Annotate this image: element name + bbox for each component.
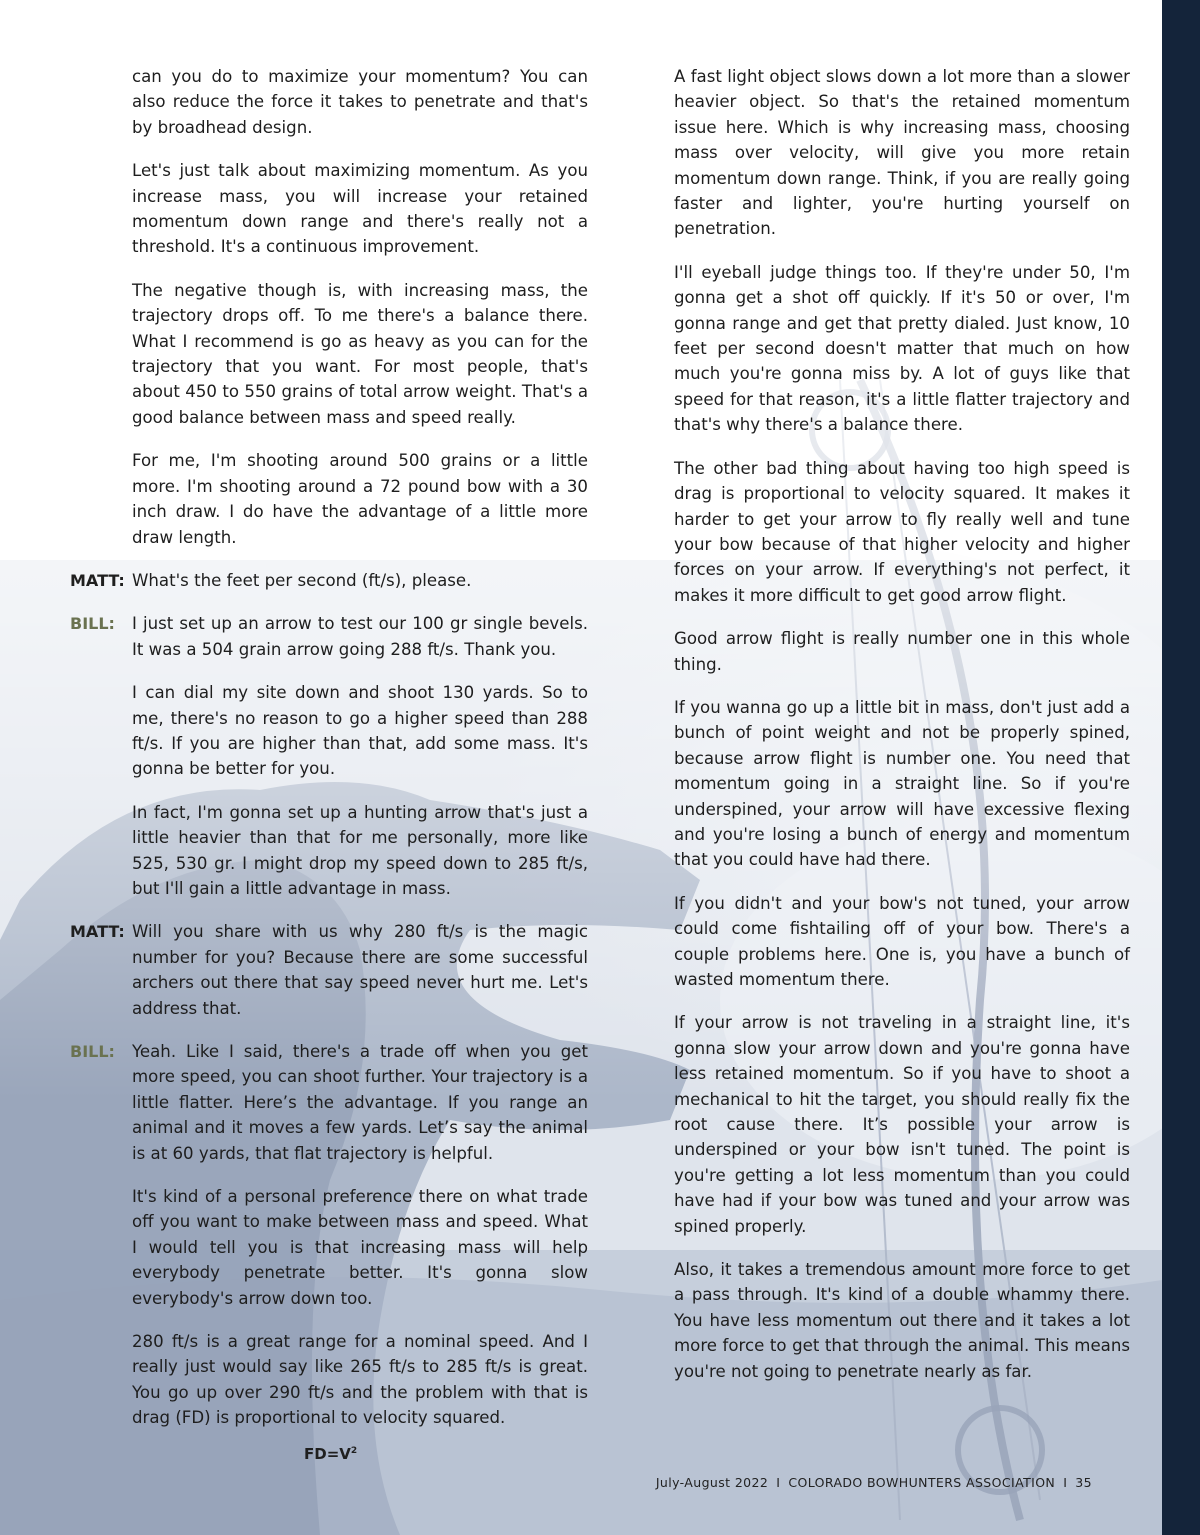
speaker-label-matt: MATT: [70, 570, 125, 590]
speaker-label-matt: MATT: [70, 922, 125, 942]
paragraph: For me, I'm shooting around 500 grains or a little more. I'm shooting around a 72 pound bow with a 30 inch draw. I do have the advantage of a little more draw length. [132, 451, 588, 547]
drag-formula [304, 1445, 588, 1463]
paragraph: I'll eyeball judge things too. If they're under 50, I'm gonna get a shot off quickly. If it's 50 or over, I'm gonna range and get that pretty dialed. Just know, 10 feet per second doesn't matter that much on how much you're gonna miss by. A lot of guys like that speed for that reason, it's a little flatter trajectory and that's why there's a balance there. [674, 262, 1130, 435]
dialogue-bill-answer-2 [70, 1039, 588, 1166]
speaker-label-bill: BILL: [70, 1042, 115, 1061]
paragraph: If you didn't and your bow's not tuned, your arrow could come fishtailing off of your bow. There's a couple problems here. One is, you have a bunch of wasted momentum there. [674, 893, 1130, 989]
formula-base: FD=V [304, 1444, 351, 1463]
footer-separator: I [776, 1475, 781, 1490]
paragraph: I can dial my site down and shoot 130 yards. So to me, there's no reason to go a higher speed than 288 ft/s. If you are higher than that, add some mass. It's gonna be better for you. [132, 683, 588, 779]
paragraph: The other bad thing about having too high speed is drag is proportional to velocity squared. It makes it harder to get your arrow to fly really well and tune your bow because of that higher velocity and higher forces on your arrow. If everything's not perfect, it makes it more difficult to get good arrow flight. [674, 458, 1130, 605]
footer-separator: I [1063, 1475, 1068, 1490]
dialogue-text: What's the feet per second (ft/s), please. [132, 570, 472, 590]
left-column [70, 64, 588, 1463]
paragraph: Good arrow flight is really number one in this whole thing. [674, 629, 1130, 674]
paragraph: It's kind of a personal preference there on what trade off you want to make between mass and speed. What I would tell you is that increasing mass will help everybody penetrate better. It's gonna slow everybody's arrow down too. [132, 1187, 588, 1308]
page-number: 35 [1075, 1475, 1092, 1490]
paragraph: If your arrow is not traveling in a straight line, it's gonna slow your arrow down and you're gonna have less retained momentum. So if you have to shoot a mechanical to hit the target, you should really fix the root cause there. It’s possible your arrow is underspined or your bow isn't tuned. The point is you're getting a lot less momentum than you could have had if your bow was tuned and your arrow was spined properly. [674, 1013, 1130, 1236]
footer-issue-date: July-August 2022 [655, 1475, 769, 1490]
paragraph: If you wanna go up a little bit in mass, don't just add a bunch of point weight and not be properly spined, because arrow flight is number one. You need that momentum going in a straight line. So if you're underspined, your arrow will have excessive flexing and you're losing a bunch of energy and momentum that you could have had there. [674, 697, 1130, 870]
side-color-band [1162, 0, 1200, 1535]
paragraph: A fast light object slows down a lot more than a slower heavier object. So that's the retained momentum issue here. Which is why increasing mass, choosing mass over velocity, will give you more retain momentum down range. Think, if you are really going faster and lighter, you're hurting yourself on penetration. [674, 67, 1130, 239]
page-footer [656, 1475, 1092, 1490]
formula-exponent: 2 [350, 1445, 358, 1456]
dialogue-text: I just set up an arrow to test our 100 gr single bevels. It was a 504 grain arrow going 288 ft/s. Thank you. [132, 614, 588, 659]
paragraph: can you do to maximize your momentum? You can also reduce the force it takes to penetrate and that's by broadhead design. [132, 67, 588, 137]
paragraph: Let's just talk about maximizing momentum. As you increase mass, you will increase your retained momentum down range and there's really not a threshold. It's a continuous improvement. [132, 161, 588, 257]
dialogue-matt-question-2 [70, 919, 588, 1021]
speaker-label-bill: BILL: [70, 614, 115, 634]
dialogue-bill-answer-1 [70, 611, 588, 662]
paragraph: Also, it takes a tremendous amount more force to get a pass through. It's kind of a double whammy there. You have less momentum out there and it takes a lot more force to get that through the animal. This means you're not going to penetrate nearly as far. [674, 1260, 1130, 1381]
paragraph: 280 ft/s is a great range for a nominal speed. And I really just would say like 265 ft/s to 285 ft/s is great. You go up over 290 ft/s and the problem with that is drag (FD) is proportional to velocity squared. [132, 1332, 588, 1428]
paragraph: In fact, I'm gonna set up a hunting arrow that's just a little heavier than that for me personally, more like 525, 530 gr. I might drop my speed down to 285 ft/s, but I'll gain a little advantage in mass. [132, 802, 588, 898]
dialogue-text: Yeah. Like I said, there's a trade off when you get more speed, you can shoot further. Your trajectory is a little flatter. Here’s the advantage. If you range an animal and it moves a few yards. Let’s say the animal is at 60 yards, that flat trajectory is helpful. [132, 1042, 588, 1163]
dialogue-matt-question-1 [70, 568, 588, 593]
dialogue-text: Will you share with us why 280 ft/s is the magic number for you? Because there are some successful archers out there that say speed never hurt me. Let's address that. [132, 922, 588, 1018]
footer-publication: COLORADO BOWHUNTERS ASSOCIATION [788, 1475, 1056, 1490]
right-column [674, 64, 1130, 1402]
paragraph: The negative though is, with increasing mass, the trajectory drops off. To me there's a balance there. What I recommend is go as heavy as you can for the trajectory that you want. For most people, that's about 450 to 550 grains of total arrow weight. That's a good balance between mass and speed really. [132, 280, 588, 427]
